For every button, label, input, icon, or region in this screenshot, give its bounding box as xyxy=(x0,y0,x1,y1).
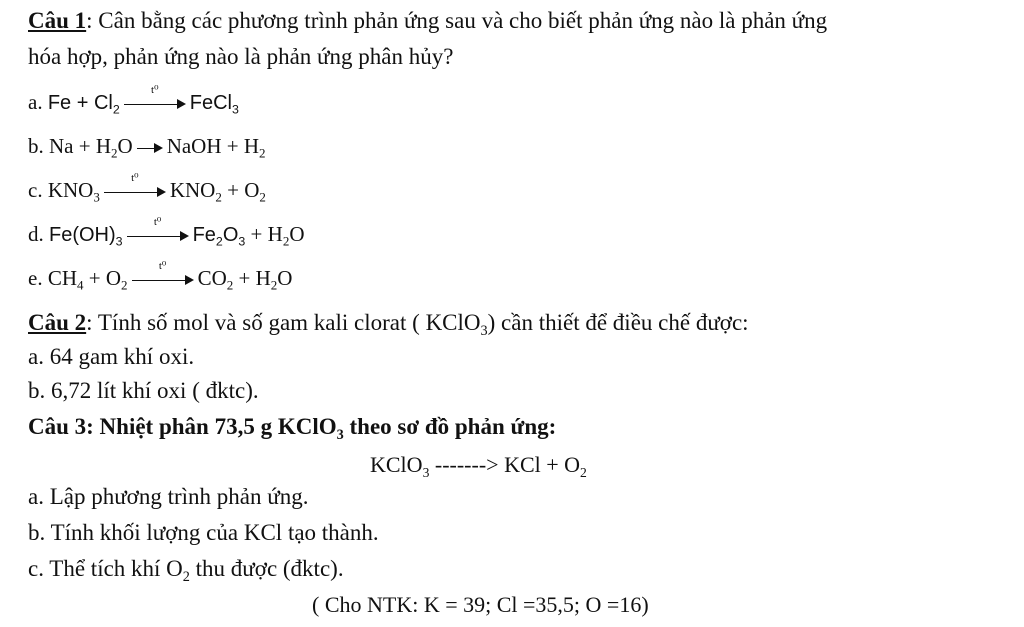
q3-c-pre: c. Thể tích khí O xyxy=(28,556,183,581)
eq-d-rhs1-sub: 2 xyxy=(215,234,223,249)
reaction-arrow-icon xyxy=(127,216,189,243)
eq-b-lhs2: O xyxy=(117,134,133,158)
q2-b: b. 6,72 lít khí oxi ( đktc). xyxy=(28,378,259,403)
q2-text-end: ) cần thiết để điều chế được: xyxy=(487,310,749,335)
q3-c xyxy=(28,556,344,585)
eq-e-rhs1: CO xyxy=(197,266,227,290)
q3-title-end: theo sơ đồ phản ứng: xyxy=(343,414,557,439)
q2-formula-sub: 3 xyxy=(480,322,488,339)
eq-c-rhs1: KNO xyxy=(169,178,216,202)
eq-e-prefix: e. xyxy=(28,266,43,290)
q3-b: b. Tính khối lượng của KCl tạo thành. xyxy=(28,520,379,545)
q1-label: Câu 1 xyxy=(28,8,87,33)
q2-text: : Tính số mol và số gam kali clorat ( KClO xyxy=(86,310,481,335)
scheme-lhs-sub: 3 xyxy=(422,464,430,480)
reaction-arrow-icon xyxy=(104,172,166,199)
q1-eq-b xyxy=(28,134,266,159)
eq-d-rhs2-sub: 3 xyxy=(238,234,246,249)
eq-b-rhs1-sub: 2 xyxy=(259,145,266,161)
q3-c-end: thu được (đktc). xyxy=(189,556,344,581)
eq-a-rhs-sub: 3 xyxy=(232,102,239,117)
reaction-arrow-icon xyxy=(132,260,194,287)
eq-e-lhs1: CH xyxy=(47,266,78,290)
eq-b-rhs1: NaOH + H xyxy=(166,134,260,158)
eq-b-lhs1: Na + H xyxy=(49,134,111,158)
eq-d-rhs3: + H xyxy=(245,222,283,246)
scheme-lhs: KClO xyxy=(370,452,423,477)
eq-e-rhs1-sub: 2 xyxy=(226,277,234,293)
q3-c-sub: 2 xyxy=(182,568,190,585)
eq-e-lhs1-sub: 4 xyxy=(77,277,84,293)
q1-line1 xyxy=(28,8,827,34)
scheme-rhs-sub: 2 xyxy=(580,464,587,480)
q3-title-sub: 3 xyxy=(336,426,344,443)
eq-d-rhs3-sub: 2 xyxy=(282,233,290,249)
q3-a: a. Lập phương trình phản ứng. xyxy=(28,484,309,509)
eq-c-rhs2: + O xyxy=(221,178,260,202)
eq-a-lhs: Fe + Cl xyxy=(47,92,113,114)
eq-b-prefix: b. xyxy=(28,134,44,158)
heat-condition: t⁰ xyxy=(131,172,139,185)
q3-note: ( Cho NTK: K = 39; Cl =35,5; O =16) xyxy=(312,592,649,617)
eq-c-lhs-sub: 3 xyxy=(93,189,100,205)
q2-line xyxy=(28,310,749,339)
heat-condition: t⁰ xyxy=(158,260,167,273)
reaction-arrow-icon xyxy=(124,84,186,111)
scheme-arrow: -------> xyxy=(434,452,499,477)
eq-b-lhs1-sub: 2 xyxy=(111,145,118,161)
eq-d-lhs-sub: 3 xyxy=(115,234,123,249)
eq-d-rhs4: O xyxy=(289,222,305,246)
eq-e-rhs3: O xyxy=(277,266,293,290)
eq-d-rhs2: O xyxy=(222,224,239,246)
reaction-arrow-icon xyxy=(137,141,163,155)
eq-c-rhs2-sub: 2 xyxy=(259,189,266,205)
heat-condition: t⁰ xyxy=(151,84,159,97)
q3-title xyxy=(28,414,557,443)
heat-condition: t⁰ xyxy=(153,216,162,229)
q2-label: Câu 2 xyxy=(28,310,87,335)
eq-c-lhs: KNO xyxy=(47,178,94,202)
q1-eq-c xyxy=(28,172,266,205)
eq-e-lhs2: + O xyxy=(83,266,122,290)
q3-title-text: Câu 3: Nhiệt phân 73,5 g KClO xyxy=(28,414,337,439)
q1-text-1: : Cân bằng các phương trình phản ứng sau và cho biết phản ứng nào là phản ứng xyxy=(86,8,828,33)
eq-e-lhs2-sub: 2 xyxy=(121,277,128,293)
eq-c-rhs1-sub: 2 xyxy=(215,189,222,205)
scheme-rhs: KCl + O xyxy=(504,452,581,477)
eq-e-rhs2-sub: 2 xyxy=(270,277,278,293)
q1-eq-e xyxy=(28,260,293,293)
eq-a-prefix: a. xyxy=(28,90,43,114)
q2-a: a. 64 gam khí oxi. xyxy=(28,344,195,369)
eq-c-prefix: c. xyxy=(28,178,43,202)
eq-d-prefix: d. xyxy=(28,222,44,246)
eq-d-lhs: Fe(OH) xyxy=(49,224,116,246)
eq-a-rhs: FeCl xyxy=(189,92,232,114)
eq-a-lhs-sub: 2 xyxy=(112,102,120,117)
q1-line2 xyxy=(28,44,453,70)
q1-eq-a xyxy=(28,84,239,117)
q1-text-2: hóa hợp, phản ứng nào là phản ứng phân hủy? xyxy=(28,44,454,69)
q1-eq-d xyxy=(28,216,305,249)
q3-scheme xyxy=(370,452,587,478)
eq-d-rhs1: Fe xyxy=(192,224,216,246)
eq-e-rhs2: + H xyxy=(233,266,271,290)
